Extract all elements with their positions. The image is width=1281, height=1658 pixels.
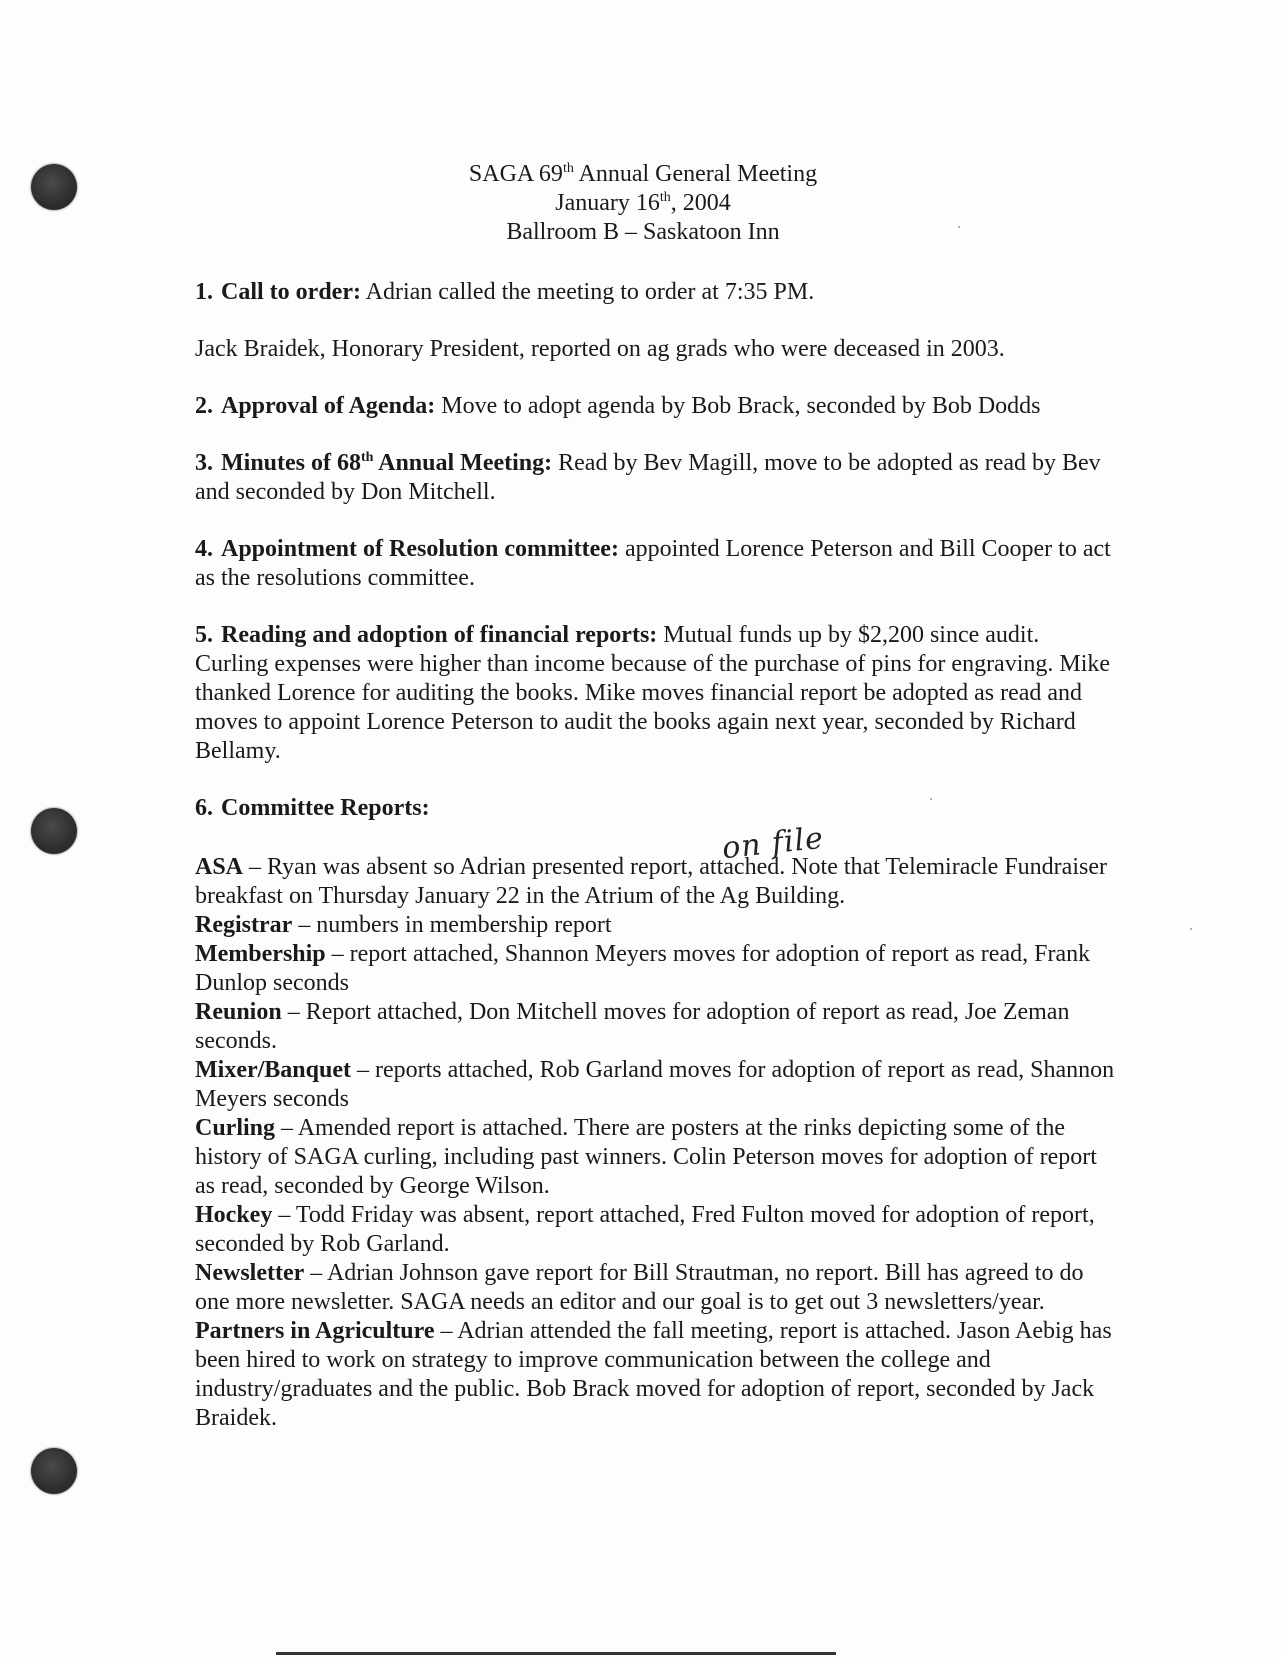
report-membership: Membership – report attached, Shannon Meyers moves for adoption of report as read, Frank Dunlop seconds	[195, 941, 1091, 996]
section-financial-reports: 5. Reading and adoption of financial reports: Mutual funds up by $2,200 since audit. Curling expenses were higher than income because of the purchase of pins for engraving. Mike thanked Lorence for auditing the books. Mike moves financial report be adopted as read and moves to appoint Lorence Peterson to audit the books again next year, seconded by Richard Bellamy.	[195, 622, 1111, 764]
report-newsletter: Newsletter – Adrian Johnson gave report for Bill Strautman, no report. Bill has agreed to do one more newsletter. SAGA needs an editor and our goal is to get out 3 newsletters/year.	[195, 1260, 1084, 1315]
report-partners-in-agriculture: Partners in Agriculture – Adrian attended the fall meeting, report is attached. Jason Aebig has been hired to work on strategy to improve communication between the college and industry/graduates and the public. Bob Brack moved for adoption of report, seconded by Jack Braidek.	[195, 1318, 1112, 1431]
header-location: Ballroom B – Saskatoon Inn	[506, 219, 780, 245]
header-title: SAGA 69th Annual General Meeting	[468, 161, 818, 187]
section-call-to-order: 1. Call to order: Adrian called the meeting to order at 7:35 PM.	[195, 279, 815, 305]
handwritten-note: on file	[720, 820, 826, 867]
section-honorary-president: Jack Braidek, Honorary President, reported on ag grads who were deceased in 2003.	[195, 336, 1005, 362]
section-approval-of-agenda: 2. Approval of Agenda: Move to adopt agenda by Bob Brack, seconded by Bob Dodds	[195, 393, 1041, 419]
page-bottom-edge	[276, 1652, 836, 1655]
punch-hole	[31, 808, 77, 854]
report-curling: Curling – Amended report is attached. There are posters at the rinks depicting some of the history of SAGA curling, including past winners. Colin Peterson moves for adoption of report as read, seconded by George Wilson.	[195, 1115, 1097, 1199]
punch-hole	[31, 164, 77, 210]
minutes-body	[195, 278, 1115, 1433]
report-reunion: Reunion – Report attached, Don Mitchell moves for adoption of report as read, Joe Zeman seconds.	[195, 999, 1070, 1054]
section-resolution-committee: 4. Appointment of Resolution committee: appointed Lorence Peterson and Bill Cooper to act as the resolutions committee.	[195, 536, 1111, 591]
report-registrar: Registrar – numbers in membership report	[195, 912, 612, 938]
punch-hole	[31, 1448, 77, 1494]
committee-reports-list	[195, 853, 1115, 1433]
scan-speck	[930, 798, 932, 800]
section-minutes: 3. Minutes of 68th Annual Meeting: Read by Bev Magill, move to be adopted as read by Bev and seconded by Don Mitchell.	[195, 450, 1101, 505]
scan-speck	[958, 226, 960, 228]
section-committee-reports: 6. Committee Reports:	[195, 795, 430, 821]
header-date: January 16th, 2004	[555, 190, 731, 216]
document-header	[443, 160, 843, 247]
report-hockey: Hockey – Todd Friday was absent, report attached, Fred Fulton moved for adoption of report, seconded by Rob Garland.	[195, 1202, 1095, 1257]
report-asa: ASA – Ryan was absent so Adrian presented report, attached. Note that Telemiracle Fundraiser breakfast on Thursday January 22 in the Atrium of the Ag Building.	[195, 854, 1107, 909]
report-mixer-banquet: Mixer/Banquet – reports attached, Rob Garland moves for adoption of report as read, Shannon Meyers seconds	[195, 1057, 1115, 1112]
scan-speck	[1190, 928, 1192, 930]
